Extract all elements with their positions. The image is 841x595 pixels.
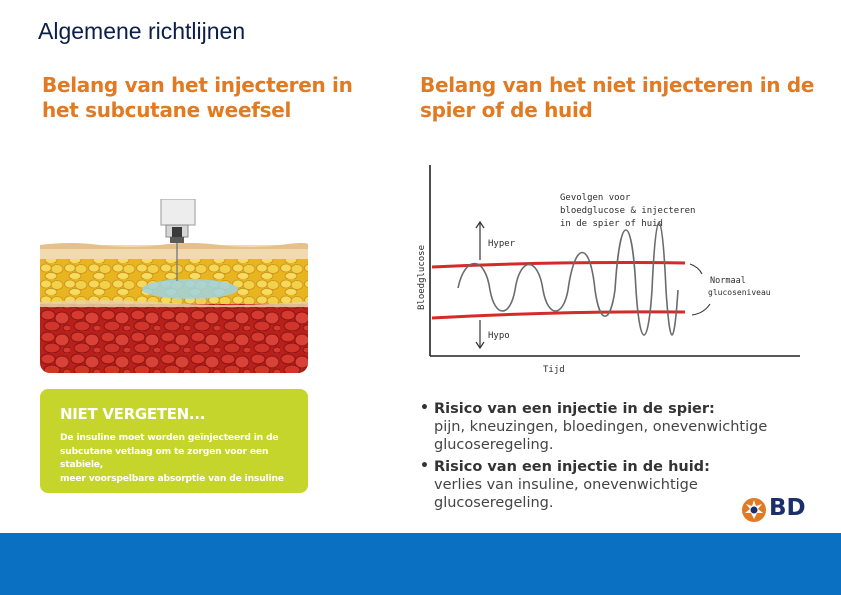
risk-skin-desc-line1: verlies van insuline, onevenwichtige (434, 477, 698, 493)
slide-title: Algemene richtlijnen (38, 18, 246, 44)
y-axis-label: Bloedglucose (417, 244, 427, 310)
right-heading (420, 73, 814, 123)
muscle-layer (40, 304, 308, 373)
consequences-line1: Gevolgen voor (560, 193, 631, 203)
risk-muscle-title: Risico van een injectie in de spier: (434, 401, 715, 417)
normal-label-line2: glucoseniveau (708, 288, 771, 297)
right-heading-line1: Belang van het niet injecteren in de (420, 73, 815, 97)
hyper-label: Hyper (488, 239, 516, 249)
glucose-graph (410, 160, 810, 380)
skin-layers-svg (40, 199, 308, 373)
bullet-dot: • (420, 400, 429, 416)
bd-sun-icon (740, 495, 768, 523)
hypo-label: Hypo (488, 331, 510, 341)
risk-skin-title: Risico van een injectie in de huid: (434, 459, 710, 475)
x-axis-label: Tijd (543, 365, 565, 375)
normal-pointer-lower (692, 304, 710, 315)
normal-pointer-upper (690, 264, 702, 274)
footer-bar (0, 533, 841, 595)
left-heading-line1: Belang van het injecteren in (42, 73, 353, 97)
bullet-dot: • (420, 458, 429, 474)
skin-injection-illustration (40, 199, 308, 373)
reminder-line1: De insuline moet worden geïnjecteerd in de (60, 432, 279, 443)
reminder-line2: subcutane vetlaag om te zorgen voor een stabiele, (60, 445, 269, 470)
reminder-box (40, 389, 308, 493)
risk-muscle-desc-line1: pijn, kneuzingen, bloedingen, onevenwichtige (434, 419, 768, 435)
bd-logo (740, 494, 810, 524)
consequences-line2: bloedglucose & injecteren (560, 206, 696, 216)
reminder-title: NIET VERGETEN... (60, 405, 206, 423)
consequences-line3: in de spier of huid (560, 219, 663, 229)
insulin-depot (142, 279, 238, 299)
reminder-line3: meer voorspelbare absorptie van de insuline (60, 472, 284, 484)
normal-label-line1: Normaal (710, 276, 746, 286)
lower-normal-band-line (432, 312, 685, 318)
left-heading (42, 73, 353, 123)
glucose-graph-svg (410, 160, 810, 380)
reminder-body (60, 431, 308, 485)
risk-muscle-desc-line2: glucoseregeling. (434, 437, 554, 453)
risk-item-muscle (420, 400, 815, 454)
risk-skin-desc-line2: glucoseregeling. (434, 495, 554, 511)
left-heading-line2: het subcutane weefsel (42, 98, 292, 122)
right-heading-line2: spier of de huid (420, 98, 593, 122)
bd-logo-text: BD (769, 495, 806, 521)
